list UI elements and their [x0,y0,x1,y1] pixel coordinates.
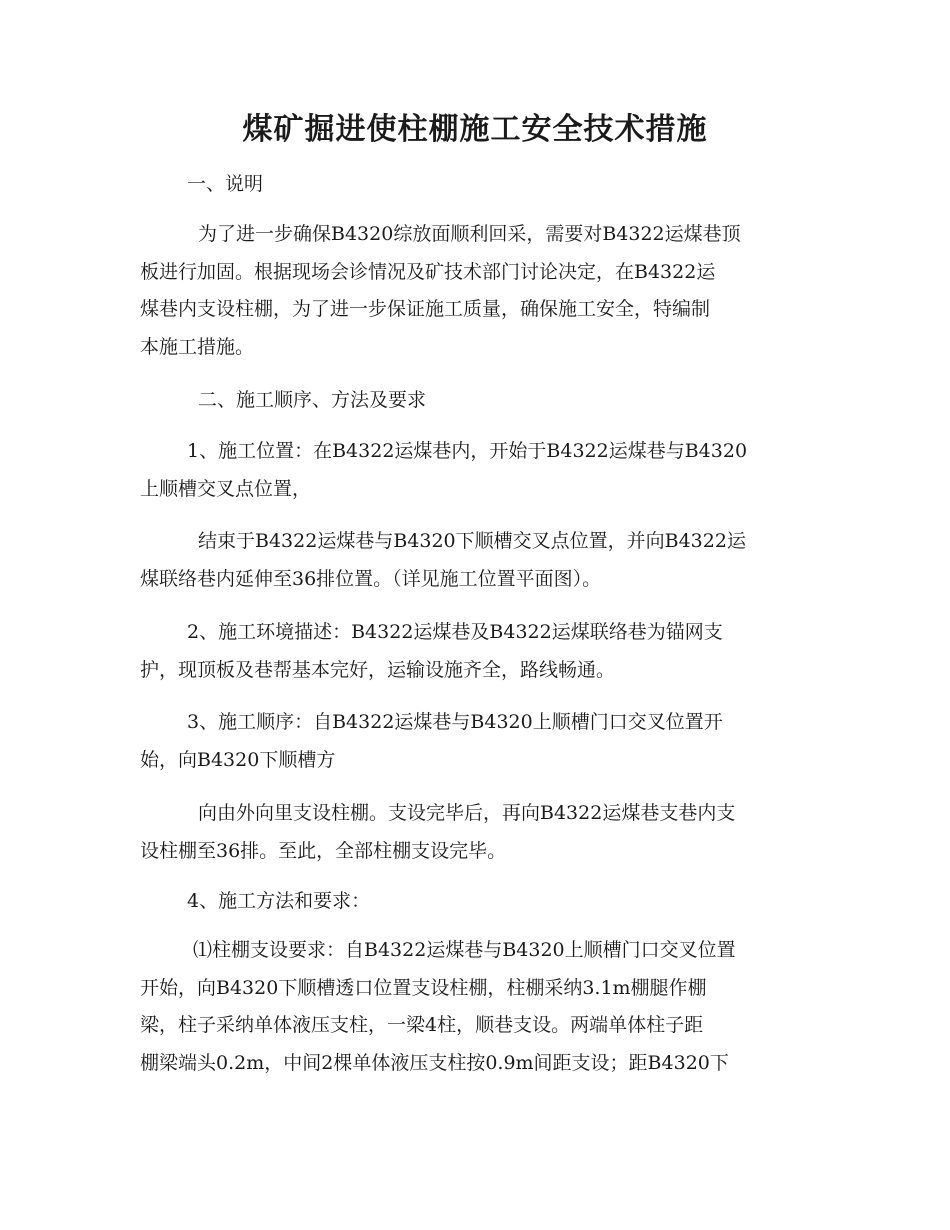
paragraph-line: 3、施工顺序：自B4322运煤巷与B4320上顺槽门口交叉位置开 [187,711,723,733]
section1-heading: 一、说明 [187,173,264,195]
paragraph-line: 始，向B4320下顺槽方 [140,748,336,771]
paragraph-line: 开始，向B4320下顺槽透口位置支设柱棚，柱棚采纳3.1m棚腿作棚 [140,976,707,999]
paragraph-line: 1、施工位置：在B4322运煤巷内，开始于B4322运煤巷与B4320 [187,440,748,462]
paragraph-line: 设柱棚至36排。至此，全部柱棚支设完毕。 [140,839,507,862]
paragraph-line: 2、施工环境描述：B4322运煤巷及B4322运煤联络巷为锚网支 [187,621,723,643]
item4-heading: 4、施工方法和要求： [187,890,371,912]
paragraph-line: 本施工措施。 [140,335,255,358]
paragraph-line: 为了进一步确保B4320综放面顺利回采，需要对B4322运煤巷顶 [198,223,741,245]
item1-paragraph [140,433,805,508]
paragraph-line: 棚梁端头0.2m，中间2棵单体液压支柱按0.9m间距支设；距B4320下 [140,1051,729,1074]
paragraph-line: 护，现顶板及巷帮基本完好，运输设施齐全，路线畅通。 [140,658,616,681]
item4-1-paragraph [140,932,805,1082]
paragraph-line: 结束于B4322运煤巷与B4320下顺槽交叉点位置，并向B4322运 [198,530,746,552]
item2-paragraph [140,614,805,689]
item3-continuation [140,795,805,870]
section1-paragraph [140,216,805,366]
paragraph-line: ⑴柱棚支设要求：自B4322运煤巷与B4320上顺槽门口交叉位置 [193,939,736,961]
section2-heading: 二、施工顺序、方法及要求 [198,389,427,411]
paragraph-line: 煤巷内支设柱棚，为了进一步保证施工质量，确保施工安全，特编制 [140,298,711,320]
paragraph-line: 上顺槽交叉点位置， [140,477,312,500]
paragraph-line: 板进行加固。根据现场会诊情况及矿技术部门讨论决定，在B4322运 [140,260,716,283]
paragraph-line: 向由外向里支设柱棚。支设完毕后，再向B4322运煤巷支巷内支 [198,802,736,824]
paragraph-line: 煤联络巷内延伸至36排位置。（详见施工位置平面图）。 [140,567,602,590]
paragraph-line: 梁，柱子采纳单体液压支柱，一梁4柱，顺巷支设。两端单体柱子距 [140,1014,704,1036]
item3-paragraph [140,704,805,779]
document-title: 煤矿掘进使柱棚施工安全技术措施 [242,112,708,147]
item1-continuation [140,523,805,598]
